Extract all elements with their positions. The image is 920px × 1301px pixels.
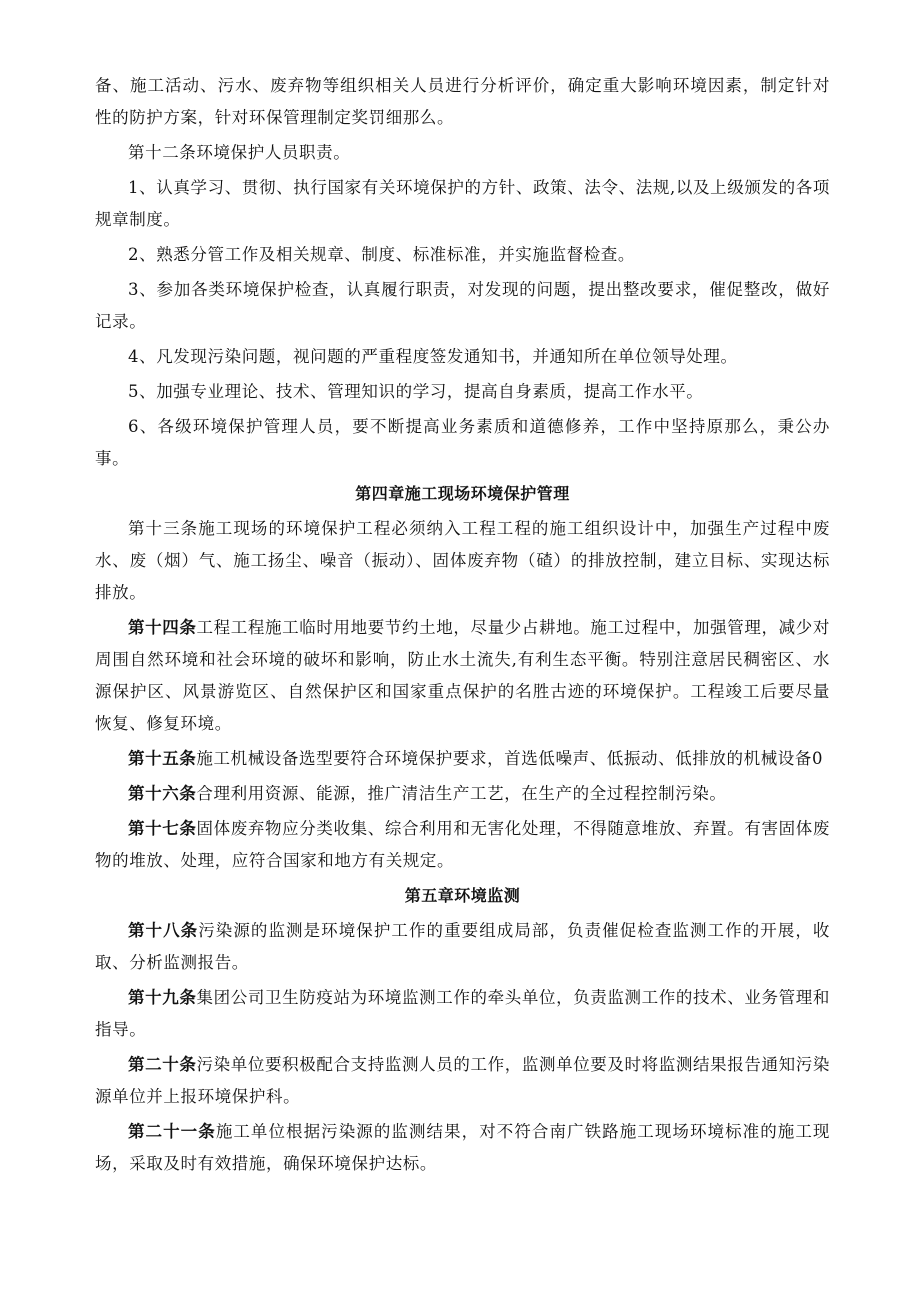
- article-21: 第二十一条施工单位根据污染源的监测结果，对不符合南广铁路施工现场环境标准的施工现场，采取及时有效措施，确保环境保护达标。: [95, 1122, 831, 1173]
- duty-item-3: 3、参加各类环境保护检查，认真履行职责，对发现的问题，提出整改要求，催促整改，做好记录。: [95, 280, 830, 331]
- document-page: [95, 70, 830, 1183]
- duty-item-5: 5、加强专业理论、技术、管理知识的学习，提高自身素质，提高工作水平。: [128, 382, 704, 401]
- article-15-label: 第十五条: [128, 749, 197, 768]
- chapter-5-title: 第五章环境监测: [404, 886, 521, 905]
- article-21-label: 第二十一条: [128, 1122, 216, 1141]
- chapter-4-title: 第四章施工现场环境保护管理: [355, 484, 570, 503]
- duty-item-4: 4、凡发现污染问题，视问题的严重程度签发通知书，并通知所在单位领导处理。: [128, 347, 738, 366]
- article-14: 第十四条工程工程施工临时用地要节约土地，尽量少占耕地。施工过程中，加强管理，减少对周围自然环境和社会环境的破坏和影响，防止水土流失,有利生态平衡。特别注意居民稠密区、水源保护区、风景游览区、自然保护区和国家重点保护的名胜古迹的环境保护。工程竣工后要尽量恢复、修复环境。: [95, 618, 831, 733]
- article-19-label: 第十九条: [128, 988, 197, 1007]
- article-15: 第十五条施工机械设备选型要符合环境保护要求，首选低噪声、低振动、低排放的机械设备0: [128, 749, 824, 768]
- duty-item-1: 1、认真学习、贯彻、执行国家有关环境保护的方针、政策、法令、法规,以及上级颁发的各项规章制度。: [95, 178, 830, 229]
- article-18: 第十八条污染源的监测是环境保护工作的重要组成局部，负责催促检查监测工作的开展，收取、分析监测报告。: [95, 921, 830, 972]
- article-19: 第十九条集团公司卫生防疫站为环境监测工作的牵头单位，负责监测工作的技术、业务管理和指导。: [95, 988, 831, 1039]
- article-14-label: 第十四条: [128, 618, 197, 637]
- article-13: 第十三条施工现场的环境保护工程必须纳入工程工程的施工组织设计中，加强生产过程中废水、废（烟）气、施工扬尘、噪音（振动）、固体废弃物（碴）的排放控制，建立目标、实现达标排放。: [95, 519, 830, 602]
- paragraph-continuation: 备、施工活动、污水、废弃物等组织相关人员进行分析评价，确定重大影响环境因素，制定针对性的防护方案，针对环保管理制定奖罚细那么。: [95, 76, 830, 127]
- article-17: 第十七条固体废弃物应分类收集、综合利用和无害化处理，不得随意堆放、弃置。有害固体废物的堆放、处理，应符合国家和地方有关规定。: [95, 819, 831, 870]
- article-16: 第十六条合理利用资源、能源，推广清洁生产工艺，在生产的全过程控制污染。: [128, 784, 727, 803]
- article-16-label: 第十六条: [128, 784, 197, 803]
- duty-item-2: 2、熟悉分管工作及相关规章、制度、标准标准，并实施监督检查。: [128, 245, 635, 264]
- article-17-label: 第十七条: [128, 819, 197, 838]
- article-20-label: 第二十条: [128, 1055, 197, 1074]
- article-20: 第二十条污染单位要积极配合支持监测人员的工作，监测单位要及时将监测结果报告通知污染源单位并上报环境保护科。: [95, 1055, 831, 1106]
- duty-item-6: 6、各级环境保护管理人员，要不断提高业务素质和道德修养，工作中坚持原那么，秉公办事。: [95, 417, 830, 468]
- article-18-label: 第十八条: [128, 921, 199, 940]
- article-12-heading: 第十二条环境保护人员职责。: [128, 143, 351, 162]
